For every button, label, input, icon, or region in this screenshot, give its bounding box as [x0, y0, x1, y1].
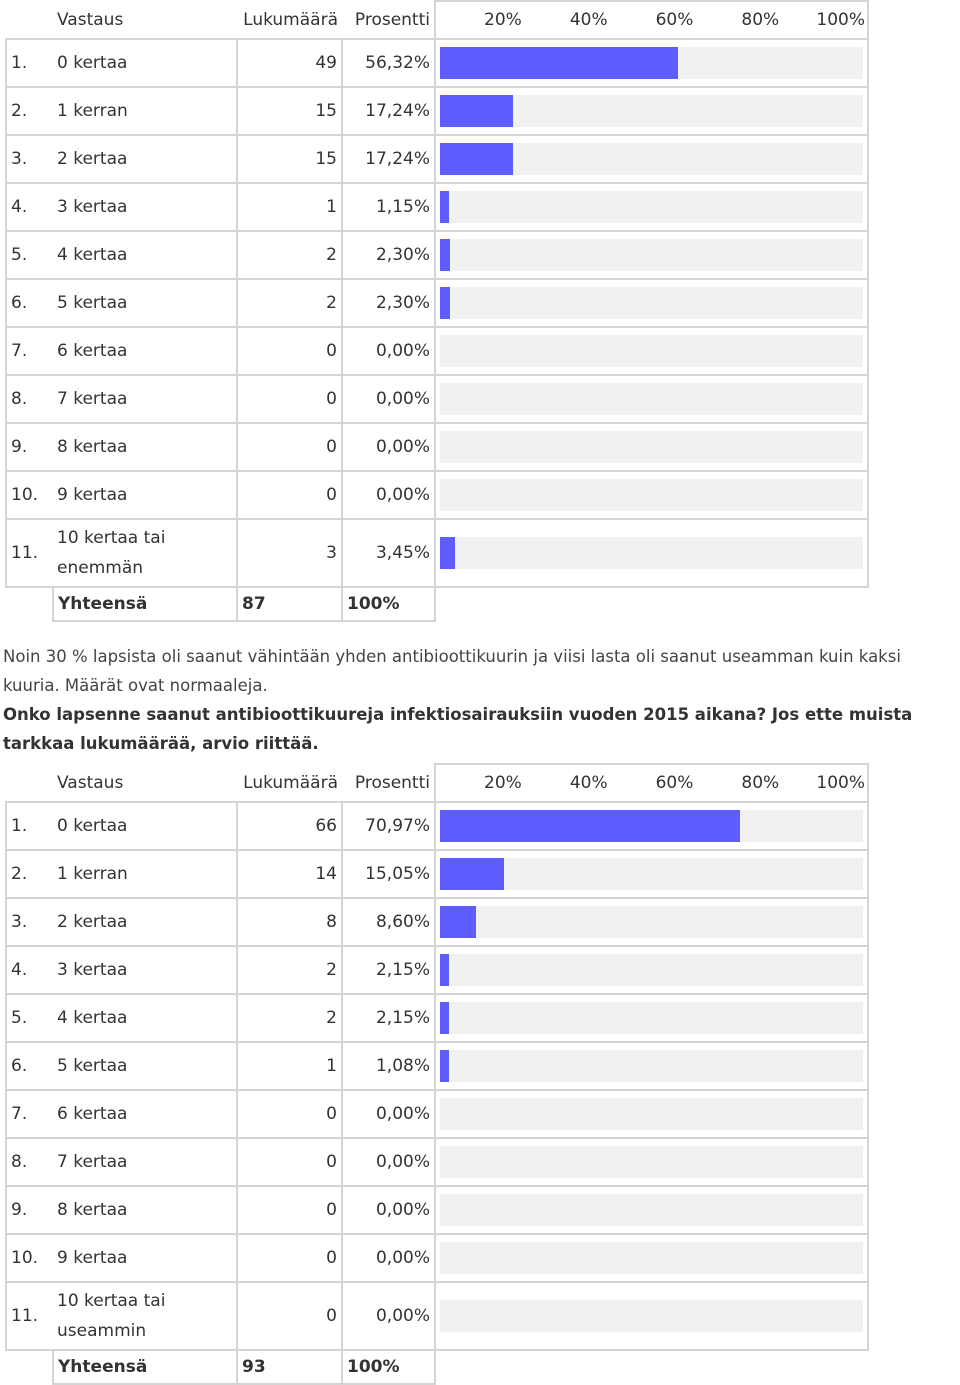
tick-label: 40%: [569, 10, 608, 30]
row-count: 0: [237, 1234, 342, 1282]
total-label: Yhteensä: [53, 587, 237, 621]
row-count: 15: [237, 135, 342, 183]
bar-fill: [440, 1050, 449, 1082]
row-bar-cell: [435, 1186, 868, 1234]
row-answer: 1 kerran: [53, 87, 237, 135]
bar-fill: [440, 858, 504, 890]
tick-label: 60%: [655, 773, 694, 793]
table-row: [6, 423, 868, 471]
bar-track: [440, 383, 863, 415]
row-percent: 0,00%: [342, 1138, 435, 1186]
tick-label: 80%: [741, 10, 780, 30]
row-number: 1.: [6, 802, 53, 850]
row-number: 11.: [6, 1282, 53, 1350]
row-percent: 0,00%: [342, 471, 435, 519]
row-count: 2: [237, 994, 342, 1042]
table-row: [6, 183, 868, 231]
row-number: 9.: [6, 1186, 53, 1234]
row-number: 3.: [6, 135, 53, 183]
row-answer: 3 kertaa: [53, 946, 237, 994]
row-bar-cell: [435, 231, 868, 279]
bar-fill: [440, 906, 476, 938]
table-row: [6, 946, 868, 994]
row-answer: 6 kertaa: [53, 327, 237, 375]
header-scale: [435, 764, 868, 802]
question-text: Onko lapsenne saanut antibioottikuureja infektiosairauksiin vuoden 2015 aikana? Jos ette muista tarkkaa lukumäärää, arvio riittää.: [3, 705, 913, 753]
total-row: [6, 587, 868, 621]
row-number: 10.: [6, 471, 53, 519]
total-spacer: [6, 587, 53, 621]
row-number: 4.: [6, 946, 53, 994]
row-count: 1: [237, 1042, 342, 1090]
row-number: 6.: [6, 1042, 53, 1090]
row-bar-cell: [435, 1282, 868, 1350]
row-bar-cell: [435, 1090, 868, 1138]
bar-track: [440, 47, 863, 79]
row-bar-cell: [435, 39, 868, 87]
tick-label: 80%: [741, 773, 780, 793]
row-count: 0: [237, 1186, 342, 1234]
row-bar-cell: [435, 279, 868, 327]
bar-track: [440, 143, 863, 175]
tick-label: 20%: [484, 773, 522, 793]
results-table-1: [5, 0, 869, 622]
table-header-row: [6, 1, 868, 39]
total-spacer: [6, 1350, 53, 1384]
row-number: 7.: [6, 327, 53, 375]
bar-fill: [440, 191, 449, 223]
row-count: 0: [237, 423, 342, 471]
table-row: [6, 375, 868, 423]
results-table-2: [5, 763, 869, 1385]
bar-track: [440, 287, 863, 319]
row-number: 5.: [6, 994, 53, 1042]
total-row: [6, 1350, 868, 1384]
bar-track: [440, 431, 863, 463]
bar-fill: [440, 1002, 449, 1034]
row-bar-cell: [435, 1042, 868, 1090]
row-answer: 5 kertaa: [53, 279, 237, 327]
row-percent: 8,60%: [342, 898, 435, 946]
row-bar-cell: [435, 898, 868, 946]
tick-label: 40%: [569, 773, 608, 793]
row-percent: 1,08%: [342, 1042, 435, 1090]
row-answer: 5 kertaa: [53, 1042, 237, 1090]
row-count: 2: [237, 946, 342, 994]
total-percent: 100%: [342, 1350, 435, 1384]
row-percent: 0,00%: [342, 1234, 435, 1282]
table-row: [6, 471, 868, 519]
row-number: 5.: [6, 231, 53, 279]
bar-fill: [440, 95, 513, 127]
row-percent: 0,00%: [342, 423, 435, 471]
row-number: 9.: [6, 423, 53, 471]
row-percent: 15,05%: [342, 850, 435, 898]
bar-track: [440, 537, 863, 569]
header-count: Lukumäärä: [243, 772, 338, 793]
table-row: [6, 1282, 868, 1350]
table-row: [6, 1138, 868, 1186]
row-count: 14: [237, 850, 342, 898]
table-row: [6, 802, 868, 850]
row-answer: 9 kertaa: [53, 471, 237, 519]
row-percent: 0,00%: [342, 1090, 435, 1138]
bar-track: [440, 191, 863, 223]
row-bar-cell: [435, 135, 868, 183]
row-answer: 2 kertaa: [53, 135, 237, 183]
row-answer: 1 kerran: [53, 850, 237, 898]
row-number: 1.: [6, 39, 53, 87]
row-bar-cell: [435, 1234, 868, 1282]
row-answer: 10 kertaa tai useammin: [53, 1282, 237, 1350]
row-count: 1: [237, 183, 342, 231]
bar-track: [440, 1098, 863, 1130]
row-number: 2.: [6, 850, 53, 898]
row-percent: 56,32%: [342, 39, 435, 87]
header-scale: [435, 1, 868, 39]
bar-track: [440, 1194, 863, 1226]
row-answer: 4 kertaa: [53, 231, 237, 279]
bar-track: [440, 1002, 863, 1034]
row-count: 15: [237, 87, 342, 135]
row-answer: 0 kertaa: [53, 39, 237, 87]
tick-label: 20%: [484, 10, 522, 30]
bar-track: [440, 1242, 863, 1274]
row-answer: 10 kertaa tai enemmän: [53, 519, 237, 587]
bar-fill: [440, 954, 449, 986]
row-percent: 17,24%: [342, 87, 435, 135]
row-percent: 1,15%: [342, 183, 435, 231]
bar-fill: [440, 143, 513, 175]
tick-label: 100%: [816, 10, 865, 30]
bar-track: [440, 1050, 863, 1082]
row-count: 2: [237, 231, 342, 279]
bar-track: [440, 335, 863, 367]
row-number: 3.: [6, 898, 53, 946]
row-count: 8: [237, 898, 342, 946]
table-row: [6, 279, 868, 327]
row-percent: 0,00%: [342, 327, 435, 375]
row-answer: 7 kertaa: [53, 375, 237, 423]
row-percent: 0,00%: [342, 1282, 435, 1350]
row-bar-cell: [435, 375, 868, 423]
row-bar-cell: [435, 946, 868, 994]
row-bar-cell: [435, 519, 868, 587]
table-row: [6, 39, 868, 87]
total-empty: [435, 587, 868, 621]
row-count: 0: [237, 471, 342, 519]
row-count: 0: [237, 1282, 342, 1350]
summary-paragraph: Noin 30 % lapsista oli saanut vähintään yhden antibioottikuurin ja viisi lasta oli saanut useamman kuin kaksi kuuria. Määrät ovat normaaleja.: [3, 647, 901, 695]
table-row: [6, 519, 868, 587]
row-percent: 2,30%: [342, 279, 435, 327]
table-row: [6, 1234, 868, 1282]
row-bar-cell: [435, 850, 868, 898]
row-answer: 6 kertaa: [53, 1090, 237, 1138]
table-header-row: [6, 764, 868, 802]
row-answer: 2 kertaa: [53, 898, 237, 946]
bar-track: [440, 479, 863, 511]
row-count: 3: [237, 519, 342, 587]
row-percent: 0,00%: [342, 1186, 435, 1234]
row-percent: 0,00%: [342, 375, 435, 423]
table-row: [6, 135, 868, 183]
total-percent: 100%: [342, 587, 435, 621]
row-count: 0: [237, 1090, 342, 1138]
tick-label: 60%: [655, 10, 694, 30]
row-count: 0: [237, 375, 342, 423]
row-bar-cell: [435, 994, 868, 1042]
row-count: 49: [237, 39, 342, 87]
row-count: 66: [237, 802, 342, 850]
row-bar-cell: [435, 471, 868, 519]
row-bar-cell: [435, 1138, 868, 1186]
row-number: 8.: [6, 1138, 53, 1186]
bar-track: [440, 95, 863, 127]
row-number: 8.: [6, 375, 53, 423]
row-number: 4.: [6, 183, 53, 231]
table-row: [6, 1186, 868, 1234]
row-count: 0: [237, 327, 342, 375]
row-percent: 70,97%: [342, 802, 435, 850]
header-count: Lukumäärä: [243, 9, 338, 30]
row-answer: 7 kertaa: [53, 1138, 237, 1186]
row-percent: 2,15%: [342, 994, 435, 1042]
row-percent: 2,30%: [342, 231, 435, 279]
row-number: 11.: [6, 519, 53, 587]
row-count: 2: [237, 279, 342, 327]
row-answer: 9 kertaa: [53, 1234, 237, 1282]
row-percent: 17,24%: [342, 135, 435, 183]
table-row: [6, 1042, 868, 1090]
row-number: 10.: [6, 1234, 53, 1282]
bar-track: [440, 810, 863, 842]
header-answer: Vastaus: [57, 9, 124, 30]
header-answer: Vastaus: [57, 772, 124, 793]
table-row: [6, 850, 868, 898]
bar-fill: [440, 537, 455, 569]
total-count: 93: [237, 1350, 342, 1384]
row-answer: 8 kertaa: [53, 1186, 237, 1234]
row-count: 0: [237, 1138, 342, 1186]
header-percent: Prosentti: [354, 772, 430, 793]
row-number: 2.: [6, 87, 53, 135]
row-answer: 0 kertaa: [53, 802, 237, 850]
tick-label: 100%: [816, 773, 865, 793]
total-empty: [435, 1350, 868, 1384]
row-bar-cell: [435, 423, 868, 471]
row-percent: 2,15%: [342, 946, 435, 994]
row-bar-cell: [435, 802, 868, 850]
row-bar-cell: [435, 87, 868, 135]
table-row: [6, 87, 868, 135]
header-number-cell: [6, 764, 53, 802]
table-row: [6, 898, 868, 946]
table-row: [6, 994, 868, 1042]
row-bar-cell: [435, 183, 868, 231]
total-label: Yhteensä: [53, 1350, 237, 1384]
row-answer: 4 kertaa: [53, 994, 237, 1042]
bar-track: [440, 954, 863, 986]
row-number: 7.: [6, 1090, 53, 1138]
row-answer: 3 kertaa: [53, 183, 237, 231]
bar-fill: [440, 239, 450, 271]
bar-track: [440, 858, 863, 890]
table-row: [6, 1090, 868, 1138]
total-count: 87: [237, 587, 342, 621]
row-number: 6.: [6, 279, 53, 327]
bar-fill: [440, 810, 740, 842]
row-answer: 8 kertaa: [53, 423, 237, 471]
bar-track: [440, 906, 863, 938]
table-row: [6, 231, 868, 279]
header-number-cell: [6, 1, 53, 39]
bar-track: [440, 1300, 863, 1332]
bar-track: [440, 1146, 863, 1178]
table-row: [6, 327, 868, 375]
header-percent: Prosentti: [354, 9, 430, 30]
bar-fill: [440, 287, 450, 319]
row-bar-cell: [435, 327, 868, 375]
row-percent: 3,45%: [342, 519, 435, 587]
bar-track: [440, 239, 863, 271]
bar-fill: [440, 47, 678, 79]
